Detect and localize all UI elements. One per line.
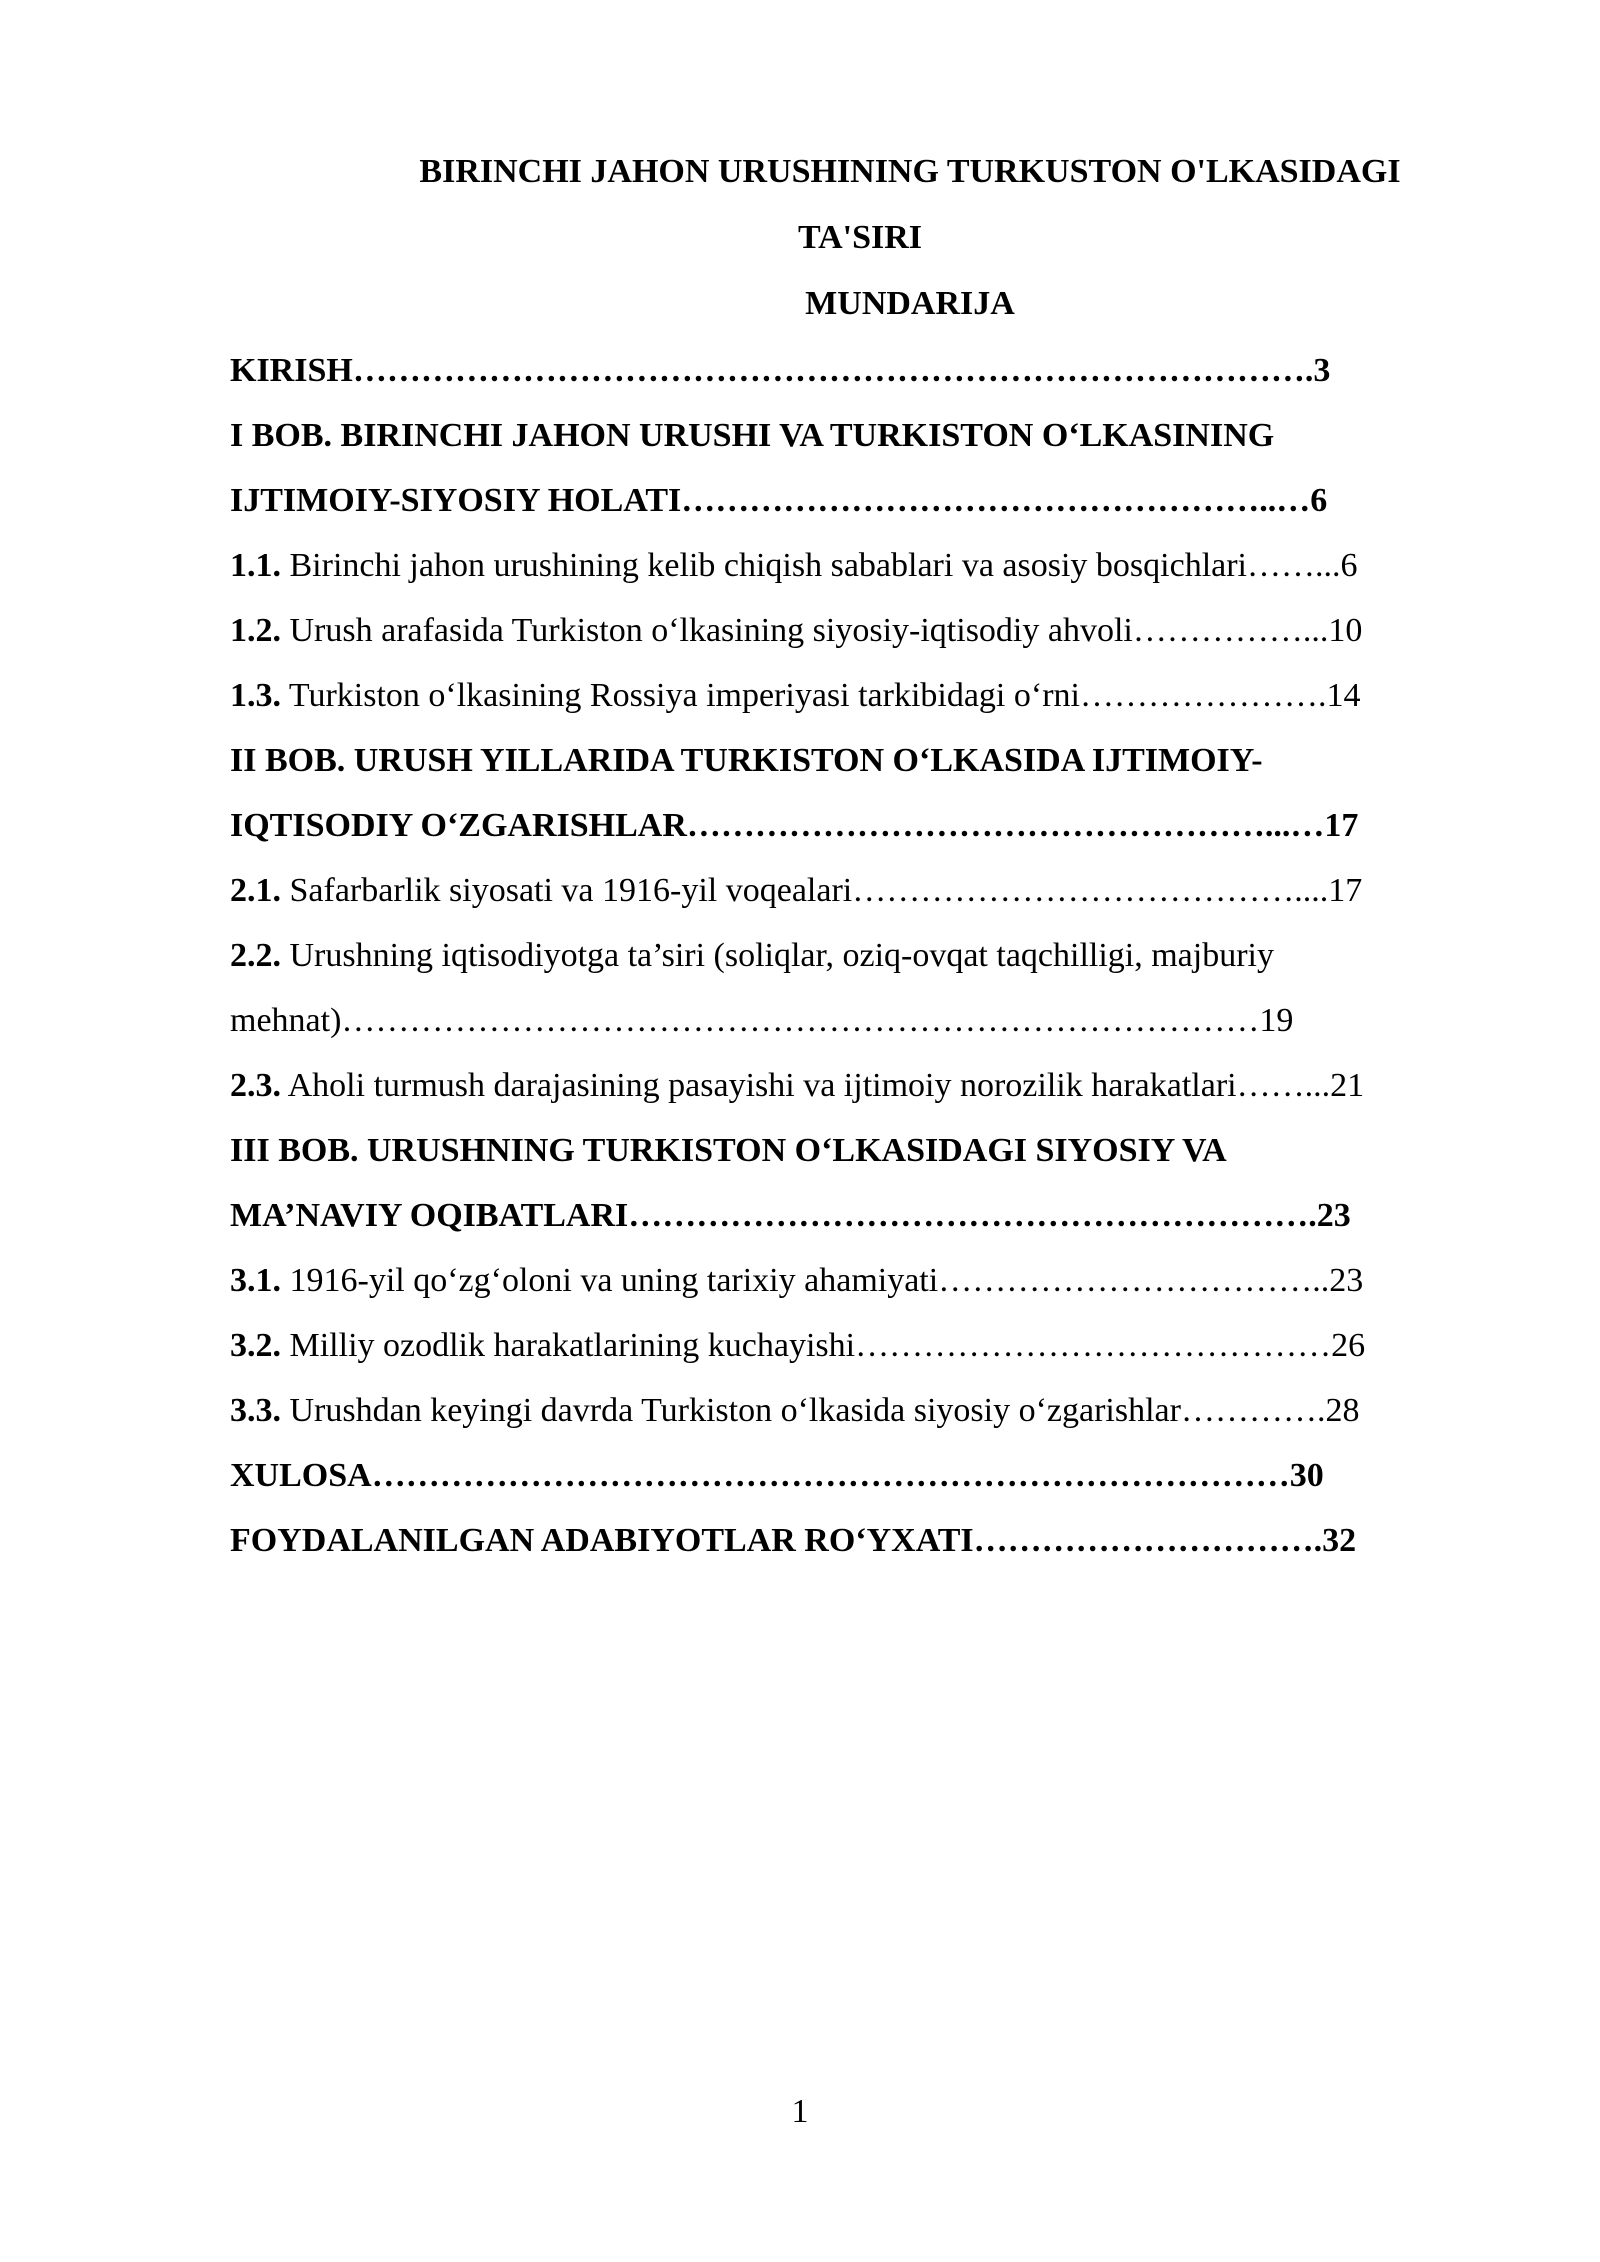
toc-entry-text: Birinchi jahon urushining kelib chiqish sabablari va asosiy bosqichlari……...6 xyxy=(281,547,1358,584)
document-title-line-1: BIRINCHI JAHON URUSHINING TURKUSTON O'LKASIDAGI xyxy=(419,153,1401,190)
toc-entry xyxy=(230,1325,1492,1390)
toc-entry-text: IQTISODIY O‘ZGARISHLAR……………………………………………...…17 xyxy=(230,807,1359,844)
toc-entry xyxy=(230,1390,1492,1455)
toc-entry-number: 1.1. xyxy=(230,547,281,584)
toc-entry xyxy=(230,480,1492,545)
toc-entry-text: KIRISH………………………………………………………………………….3 xyxy=(230,352,1331,389)
toc-entry xyxy=(230,1130,1492,1195)
toc-entry xyxy=(230,610,1492,675)
toc-entry-number: 1.3. xyxy=(230,677,281,714)
toc-entry xyxy=(230,740,1492,805)
toc-entry-number: 3.2. xyxy=(230,1327,281,1364)
toc-entry-text: Safarbarlik siyosati va 1916-yil voqealari…………………………………....17 xyxy=(281,872,1363,909)
toc-entry-number: 3.1. xyxy=(230,1262,281,1299)
toc-entry-text: Urushning iqtisodiyotga ta’siri (soliqlar, oziq-ovqat taqchilligi, majburiy xyxy=(281,937,1274,974)
toc-entry-number: 3.3. xyxy=(230,1392,281,1429)
toc-entry xyxy=(230,675,1492,740)
toc-entry-text: I BOB. BIRINCHI JAHON URUSHI VA TURKISTON O‘LKASINING xyxy=(230,417,1275,454)
toc-entry-text: FOYDALANILGAN ADABIYOTLAR RO‘YXATI………………………….32 xyxy=(230,1522,1357,1559)
toc-entry xyxy=(230,1520,1492,1585)
toc-entry xyxy=(230,805,1492,870)
toc-entry-text: Milliy ozodlik harakatlarining kuchayishi……………………………………26 xyxy=(281,1327,1366,1364)
toc-entry-number: 2.3. xyxy=(230,1067,281,1104)
toc-entry xyxy=(230,1455,1492,1520)
toc-entry-text: Aholi turmush darajasining pasayishi va ijtimoiy norozilik harakatlari……...21 xyxy=(281,1067,1365,1104)
document-title-line-2: TA'SIRI xyxy=(797,219,923,256)
toc-entry-text: Turkiston o‘lkasining Rossiya imperiyasi tarkibidagi o‘rni………………….14 xyxy=(281,677,1361,714)
toc-entry-text: III BOB. URUSHNING TURKISTON O‘LKASIDAGI SIYOSIY VA xyxy=(230,1132,1227,1169)
page-number: 1 xyxy=(791,2093,809,2130)
toc-entry-text: IJTIMOIY-SIYOSIY HOLATI……………………………………………..…6 xyxy=(230,482,1328,519)
toc-entry xyxy=(230,545,1492,610)
toc-entry-text: mehnat)………………………………………………………………………19 xyxy=(230,1002,1294,1039)
toc-entry xyxy=(230,415,1492,480)
toc-entry-text: II BOB. URUSH YILLARIDA TURKISTON O‘LKASIDA IJTIMOIY- xyxy=(230,742,1263,779)
toc-entry xyxy=(230,350,1492,415)
toc-entry-number: 2.1. xyxy=(230,872,281,909)
table-of-contents xyxy=(230,350,1492,1585)
toc-entry xyxy=(230,1065,1492,1130)
toc-entry xyxy=(230,1000,1492,1065)
toc-entry-text: 1916-yil qo‘zg‘oloni va uning tarixiy ahamiyati……………………………..23 xyxy=(281,1262,1364,1299)
toc-entry xyxy=(230,1260,1492,1325)
toc-entry-number: 1.2. xyxy=(230,612,281,649)
toc-entry-text: Urushdan keyingi davrda Turkiston o‘lkasida siyosiy o‘zgarishlar………….28 xyxy=(281,1392,1360,1429)
toc-entry xyxy=(230,935,1492,1000)
toc-entry xyxy=(230,870,1492,935)
toc-entry-text: Urush arafasida Turkiston o‘lkasining siyosiy-iqtisodiy ahvoli……………...10 xyxy=(281,612,1363,649)
toc-entry xyxy=(230,1195,1492,1260)
toc-heading: MUNDARIJA xyxy=(805,285,1015,322)
toc-entry-text: MA’NAVIY OQIBATLARI…………………………………………………….23 xyxy=(230,1197,1351,1234)
toc-entry-number: 2.2. xyxy=(230,937,281,974)
toc-entry-text: XULOSA………………………………………………………………………30 xyxy=(230,1457,1324,1494)
